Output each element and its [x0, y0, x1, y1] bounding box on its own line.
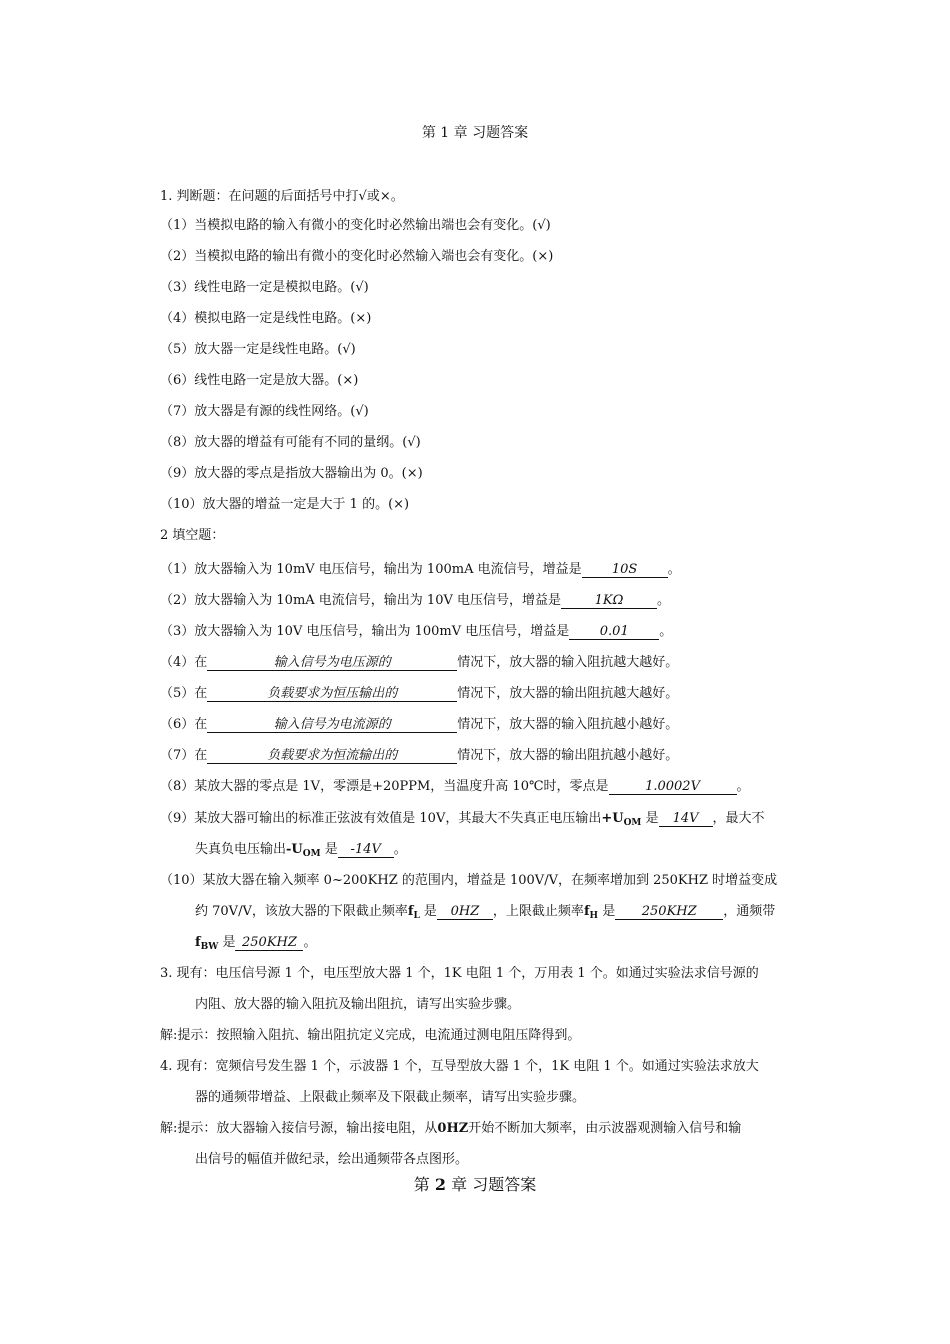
- chapter-number: 2: [434, 1175, 447, 1194]
- chapter1-title: 第 1 章 习题答案: [421, 125, 529, 141]
- q1-item: （4）模拟电路一定是线性电路。(×): [160, 311, 372, 326]
- fill-text: （7）在: [160, 748, 208, 763]
- answer-blank: 负载要求为恒流输出的: [207, 748, 457, 764]
- subscript: L: [413, 911, 420, 921]
- fill-text: （6）在: [160, 717, 208, 732]
- fill-text: 。: [303, 935, 317, 950]
- fill-text: （5）在: [160, 686, 208, 701]
- fill-text: 是: [222, 935, 236, 950]
- subscript: OM: [623, 818, 642, 828]
- q1-item: （7）放大器是有源的线性网络。(√): [160, 404, 369, 419]
- fill-text: ，最大不: [712, 811, 765, 826]
- answer-text: 提示：放大器输入接信号源，输出接电阻，从: [177, 1121, 438, 1136]
- q4-answer: [160, 1120, 741, 1138]
- answer-blank: 输入信号为电流源的: [207, 717, 457, 733]
- symbol-uom-neg: -U: [286, 842, 303, 857]
- fill-blank-3: [160, 623, 672, 641]
- answer-blank: -14V: [338, 842, 394, 858]
- answer-blank: 1KΩ: [561, 593, 657, 609]
- chapter2-title: [0, 1176, 950, 1194]
- answer-label: 解:: [160, 1028, 178, 1043]
- fill-blank-9-cont: [195, 841, 407, 863]
- fill-blank-7: [160, 747, 678, 765]
- q1-item: （8）放大器的增益有可能有不同的量纲。(√): [160, 435, 421, 450]
- fill-text: 约 70V/V，该放大器的下限截止频率: [195, 904, 408, 919]
- q3-line2: 内阻、放大器的输入阻抗及输出阻抗，请写出实验步骤。: [195, 997, 521, 1012]
- fill-blank-2: [160, 592, 670, 610]
- answer-blank: 1.0002V: [609, 779, 737, 795]
- symbol-fh: f: [583, 904, 590, 919]
- q4-answer-line2: 出信号的幅值并做纪录，绘出通频带各点图形。: [195, 1152, 469, 1167]
- fill-text: 失真负电压输出: [195, 842, 287, 857]
- answer-blank: 250KHZ: [615, 904, 723, 920]
- answer-text: 提示：按照输入阻抗、输出阻抗定义完成，电流通过测电阻压降得到。: [177, 1028, 581, 1043]
- q1-item: （6）线性电路一定是放大器。(×): [160, 373, 359, 388]
- title-text: 章 习题答案: [451, 1175, 537, 1194]
- q2-heading: 2 填空题：: [160, 528, 225, 543]
- q1-item: （5）放大器一定是线性电路。(√): [160, 342, 356, 357]
- fill-text: 情况下，放大器的输出阻抗越小越好。: [457, 748, 679, 763]
- fill-text: 情况下，放大器的输入阻抗越大越好。: [457, 655, 679, 670]
- q1-item: （9）放大器的零点是指放大器输出为 0。(×): [160, 466, 423, 481]
- q1-item: （10）放大器的增益一定是大于 1 的。(×): [160, 497, 410, 512]
- fill-blank-6: [160, 716, 678, 734]
- q1-item: （1）当模拟电路的输入有微小的变化时必然输出端也会有变化。(√): [160, 218, 551, 233]
- answer-bold: 0HZ: [437, 1121, 469, 1136]
- fill-text: （3）放大器输入为 10V 电压信号，输出为 100mV 电压信号，增益是: [160, 624, 570, 639]
- fill-text: 。: [393, 842, 407, 857]
- answer-blank: 负载要求为恒压输出的: [207, 686, 457, 702]
- fill-text: 是: [645, 811, 659, 826]
- fill-text: （8）某放大器的零点是 1V，零漂是+20PPM，当温度升高 10℃时，零点是: [160, 779, 609, 794]
- q1-heading: 1. 判断题：在问题的后面括号中打√或×。: [160, 189, 404, 204]
- fill-text: 是: [423, 904, 437, 919]
- fill-text: 是: [324, 842, 338, 857]
- fill-text: 。: [736, 779, 750, 794]
- fill-blank-9: [160, 810, 765, 832]
- answer-blank: 输入信号为电压源的: [207, 655, 457, 671]
- answer-label: 解:: [160, 1121, 178, 1136]
- title-text: 第: [413, 1175, 430, 1194]
- subscript: BW: [200, 942, 219, 952]
- answer-blank: 0HZ: [437, 904, 493, 920]
- fill-text: 情况下，放大器的输入阻抗越小越好。: [457, 717, 679, 732]
- fill-text: 。: [667, 562, 681, 577]
- fill-blank-5: [160, 685, 678, 703]
- q3-answer: [160, 1027, 580, 1045]
- fill-text: 。: [657, 593, 671, 608]
- fill-text: （1）放大器输入为 10mV 电压信号，输出为 100mA 电流信号，增益是: [160, 562, 582, 577]
- q3-line1: 3. 现有：电压信号源 1 个，电压型放大器 1 个，1K 电阻 1 个，万用表 1 个。如通过实验法求信号源的: [160, 966, 759, 981]
- fill-blank-10-cont: [195, 903, 775, 925]
- q4-line2: 器的通频带增益、上限截止频率及下限截止频率，请写出实验步骤。: [195, 1090, 586, 1105]
- subscript: OM: [302, 849, 321, 859]
- q1-item: （3）线性电路一定是模拟电路。(√): [160, 280, 369, 295]
- fill-text: （2）放大器输入为 10mA 电流信号，输出为 10V 电压信号，增益是: [160, 593, 561, 608]
- fill-text: ，通频带: [723, 904, 776, 919]
- fill-blank-10: （10）某放大器在输入频率 0~200KHZ 的范围内，增益是 100V/V，在频率增加到 250KHZ 时增益变成: [160, 873, 778, 888]
- fill-text: ，上限截止频率: [492, 904, 584, 919]
- fill-text: （9）某放大器可输出的标准正弦波有效值是 10V，其最大不失真正电压输出: [160, 811, 602, 826]
- answer-blank: 250KHZ: [235, 935, 303, 951]
- fill-text: 。: [659, 624, 673, 639]
- fill-blank-10-cont2: [195, 934, 316, 956]
- symbol-fl: f: [407, 904, 414, 919]
- fill-text: 是: [602, 904, 616, 919]
- fill-blank-4: [160, 654, 678, 672]
- q1-item: （2）当模拟电路的输出有微小的变化时必然输入端也会有变化。(×): [160, 249, 554, 264]
- symbol-fbw: f: [195, 935, 201, 950]
- fill-text: 情况下，放大器的输出阻抗越大越好。: [457, 686, 679, 701]
- answer-blank: 14V: [659, 811, 713, 827]
- answer-text: 开始不断加大频率，由示波器观测输入信号和输: [468, 1121, 742, 1136]
- subscript: H: [589, 911, 599, 921]
- fill-blank-8: [160, 778, 750, 796]
- symbol-uom-pos: +U: [601, 811, 624, 826]
- q4-line1: 4. 现有：宽频信号发生器 1 个，示波器 1 个，互导型放大器 1 个，1K 电阻 1 个。如通过实验法求放大: [160, 1059, 759, 1074]
- fill-text: （4）在: [160, 655, 208, 670]
- answer-blank: 10S: [582, 562, 668, 578]
- fill-blank-1: [160, 561, 681, 579]
- answer-blank: 0.01: [569, 624, 659, 640]
